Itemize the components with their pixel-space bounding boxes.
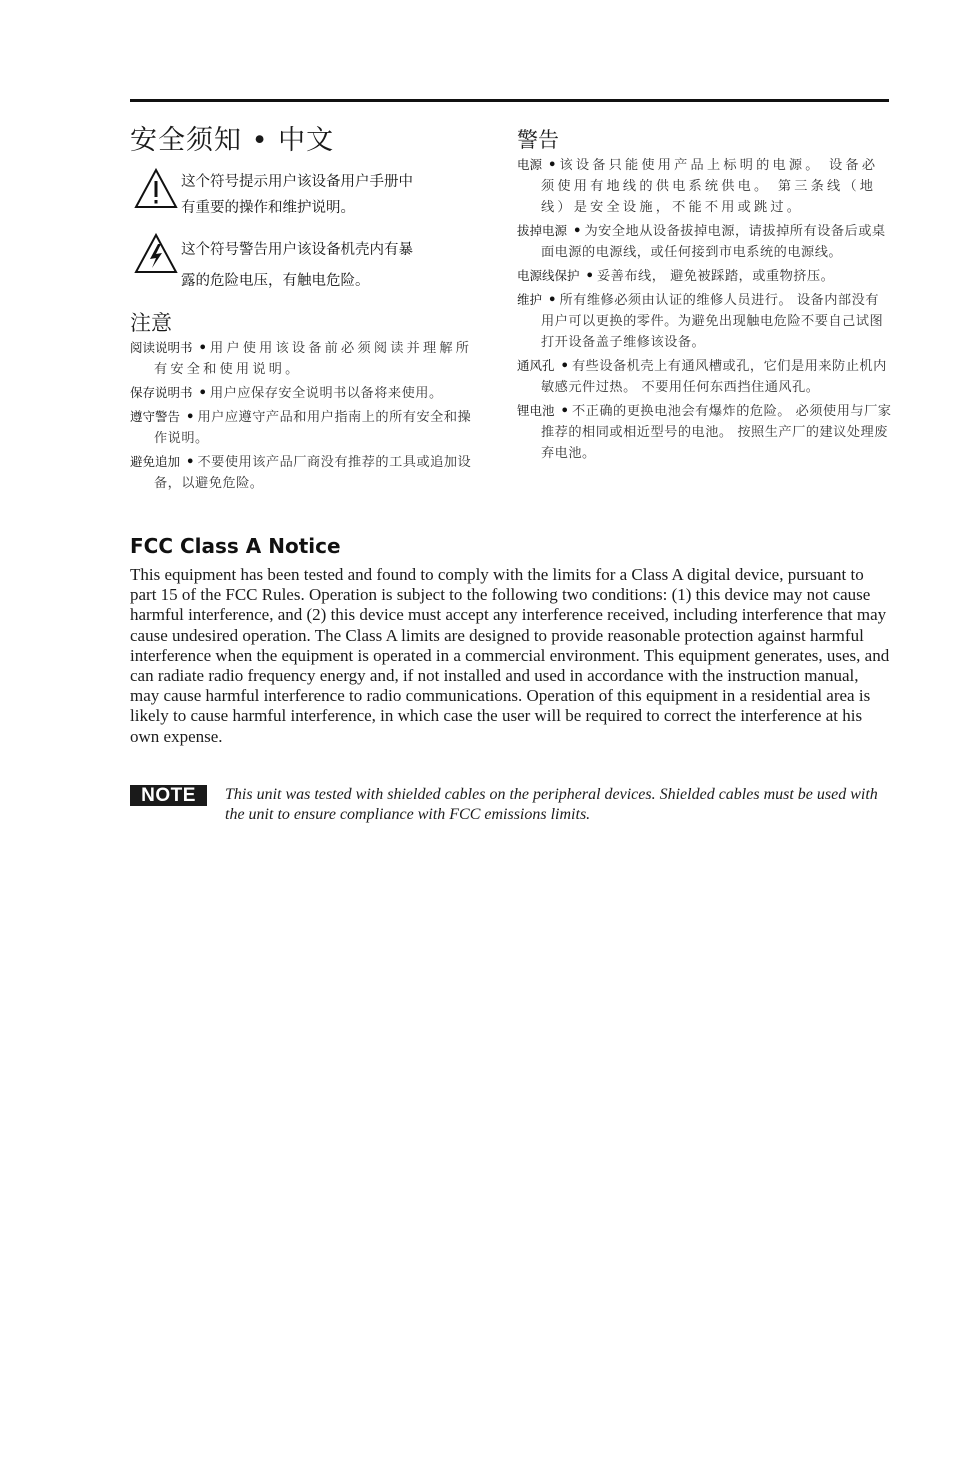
fcc-notice-section [130, 533, 890, 747]
fcc-body: This equipment has been tested and found to comply with the limits for a Class A digital device, pursuant to part 15 of the FCC Rules. Operation is subject to the following two conditions: (1) this device may not cause harmful interference, and (2) this device must accept any interference received, including interference that may cause undesired operation. The Class A limits are designed to provide reasonable protection against harmful interference when the equipment is operated in a commercial environment. This equipment generates, uses, and can radiate radio frequency energy and, if not installed and used in accordance with the instruction manual, may cause harmful interference to radio communications. Operation of this equipment in a residential area is likely to cause harmful interference, in which case the user will be required to correct the interference at his own expense. [130, 565, 890, 746]
lightning-triangle-icon [134, 233, 178, 287]
shock-symbol-text-2: 露的危险电压，有触电危险。 [181, 273, 370, 289]
top-rule [130, 99, 889, 102]
warning-list [517, 154, 892, 464]
fcc-title: FCC Class A Notice [130, 534, 341, 558]
caution-symbol-text-2: 有重要的操作和维护说明。 [181, 200, 355, 216]
list-item: 拔掉电源 • 为安全地从设备拔掉电源，请拔掉所有设备后或桌面电源的电源线，或任何接到市电系统的电源线。 [517, 223, 886, 260]
chinese-safety-column-right [517, 122, 892, 466]
shock-symbol-note [130, 235, 475, 297]
page-title: 安全须知 • 中文 [130, 125, 335, 156]
warning-heading: 警告 [517, 128, 559, 152]
list-item: 遵守警告 • 用户应遵守产品和用户指南上的所有安全和操作说明。 [130, 409, 472, 446]
note-text: This unit was tested with shielded cables on the peripheral devices. Shielded cables must be used with the unit to ensure compliance with FCC emissions limits. [225, 786, 878, 823]
list-item: 通风孔 • 有些设备机壳上有通风槽或孔，它们是用来防止机内敏感元件过热。 不要用任何东西挡住通风孔。 [517, 358, 887, 395]
chinese-safety-column-left [130, 122, 475, 496]
list-item: 电源线保护 • 妥善布线， 避免被踩踏，或重物挤压。 [517, 268, 835, 284]
list-item: 阅读说明书 • 用户使用该设备前必须阅读并理解所有安全和使用说明。 [130, 340, 473, 377]
caution-symbol-text-1: 这个符号提示用户该设备用户手册中 [181, 174, 413, 190]
exclamation-triangle-icon [134, 168, 178, 222]
list-item: 维护 • 所有维修必须由认证的维修人员进行。 设备内部没有用户可以更换的零件。为避免出现触电危险不要自己试图打开设备盖子维修该设备。 [517, 292, 884, 350]
caution-symbol-note [130, 166, 475, 224]
caution-heading: 注意 [130, 311, 172, 335]
list-item: 锂电池 • 不正确的更换电池会有爆炸的危险。 必须使用与厂家推荐的相同或相近型号的电池。 按照生产厂的建议处理废弃电池。 [517, 403, 892, 461]
note-badge: NOTE [130, 785, 207, 806]
list-item: 保存说明书 • 用户应保存安全说明书以备将来使用。 [130, 385, 443, 401]
caution-list [130, 337, 475, 494]
shock-symbol-text-1: 这个符号警告用户该设备机壳内有暴 [181, 242, 413, 258]
list-item: 避免追加 • 不要使用该产品厂商没有推荐的工具或追加设备，以避免危险。 [130, 454, 472, 491]
list-item: 电源 • 该设备只能使用产品上标明的电源。 设备必须使用有地线的供电系统供电。 第三条线（地线）是安全设施，不能不用或跳过。 [517, 157, 879, 215]
